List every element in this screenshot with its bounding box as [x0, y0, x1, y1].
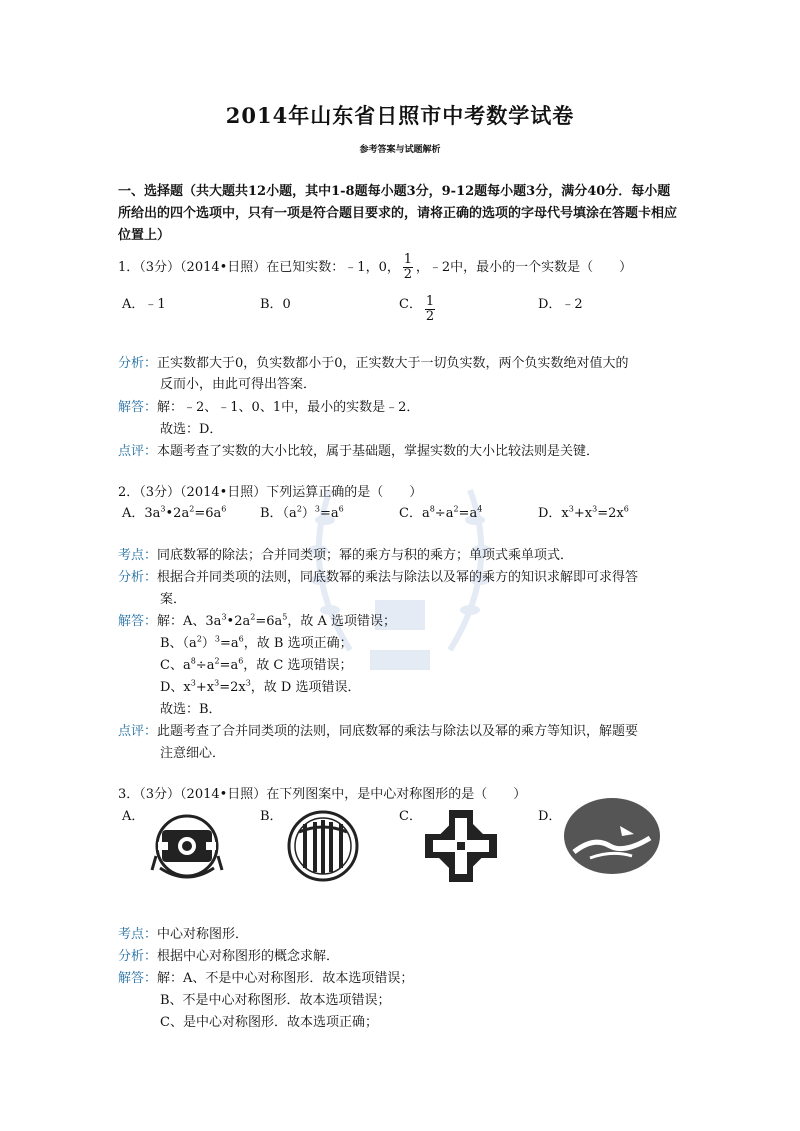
- q3-answer-line2: B、不是中心对称图形．故本选项错误；: [160, 993, 391, 1008]
- q1-frac-den: 2: [403, 267, 412, 282]
- q1-option-c-num: 1: [425, 294, 435, 309]
- page-title: 2014年山东省日照市中考数学试卷: [225, 103, 575, 128]
- analysis-label: 分析：: [118, 356, 158, 371]
- answer-label: 解答：: [118, 614, 158, 629]
- q1-answer-line1: 解：﹣2、﹣1、0、1中，最小的实数是﹣2．: [157, 400, 420, 415]
- q1-fraction: [403, 253, 413, 282]
- q2-kaodian-text: 同底数幂的除法；合并同类项；幂的乘方与积的乘方；单项式乘单项式．: [157, 548, 574, 563]
- q3-option-d: D．: [538, 809, 562, 824]
- q1-answer: [118, 396, 419, 415]
- q2-analysis-line1: 根据合并同类项的法则，同底数幂的乘法与除法以及幂的乘方的知识求解即可求得答: [157, 570, 639, 585]
- q1-answer-line2: 故选：D．: [160, 422, 223, 437]
- q2-analysis: [118, 566, 638, 585]
- q1-option-b: B．0: [260, 297, 291, 312]
- q3-analysis: [118, 945, 339, 964]
- q2-answer-end: 故选：B．: [160, 702, 222, 717]
- q2-comment-line2: 注意细心．: [160, 746, 226, 761]
- kaodian-label: 考点：: [118, 548, 158, 563]
- q1-comment: [118, 440, 599, 459]
- q3-kaodian-text: 中心对称图形．: [157, 927, 249, 942]
- q2-answer-b: B、$(a^2)^3=a^6$，故 B 选项正确；: [160, 634, 353, 651]
- q1-option-d: D．﹣2: [538, 297, 583, 312]
- q1-stem-part-b: ，﹣2中，最小的一个实数是（ ）: [415, 260, 633, 275]
- q1-option-c: [399, 293, 438, 324]
- q1-comment-text: 本题考查了实数的大小比较，属于基础题，掌握实数的大小比较法则是关键．: [157, 444, 600, 459]
- q2-option-b: B．$(a^2)^3=a^6$: [260, 504, 344, 521]
- q2-option-c: C．$a^8\div a^2=a^4$: [399, 504, 483, 521]
- q3-option-b: B．: [260, 809, 283, 824]
- q1-option-a: A．﹣1: [122, 297, 166, 312]
- q3-answer: [118, 967, 413, 986]
- q1-analysis: [118, 352, 629, 371]
- q1-stem-part-a: 1．（3分）（2014•日照）在已知实数：﹣1，0，: [118, 260, 400, 275]
- page-subtitle: 参考答案与试题解析: [359, 145, 441, 155]
- q2-answer-c: C、$a^8\div a^2=a^6$，故 C 选项错误；: [160, 656, 353, 673]
- emblem-d-icon: [560, 796, 664, 876]
- q1-option-c-label: C．: [399, 297, 422, 312]
- q2-answer-d: D、$x^3+x^3=2x^3$，故 D 选项错误．: [160, 678, 361, 695]
- answer-label: 解答：: [118, 400, 158, 415]
- analysis-label: 分析：: [118, 949, 158, 964]
- q3-answer-line1: 解：A、不是中心对称图形．故本选项错误；: [157, 971, 414, 986]
- q3-option-c: C．: [399, 809, 422, 824]
- q2-comment-line1: 此题考查了合并同类项的法则，同底数幂的乘法与除法以及幂的乘方等知识，解题要: [157, 724, 639, 739]
- answer-label: 解答：: [118, 971, 158, 986]
- q2-option-a: A．$3a^3•2a^2=6a^6$: [122, 504, 227, 521]
- kaodian-label: 考点：: [118, 927, 158, 942]
- question-3-stem: 3．（3分）（2014•日照）在下列图案中，是中心对称图形的是（ ）: [118, 787, 527, 802]
- q2-answer: 解答：解：A、$3a^3•2a^2=6a^5$，故 A 选项错误；: [118, 612, 396, 629]
- q3-kaodian: [118, 923, 248, 942]
- analysis-label: 分析：: [118, 570, 158, 585]
- q1-option-c-den: 2: [425, 309, 435, 324]
- q2-kaodian: [118, 544, 573, 563]
- comment-label: 点评：: [118, 724, 158, 739]
- q1-analysis-line1: 正实数都大于0，负实数都小于0，正实数大于一切负实数，两个负实数绝对值大的: [157, 356, 629, 371]
- q3-answer-line3: C、是中心对称图形．故本选项正确；: [160, 1015, 378, 1030]
- q3-analysis-text: 根据中心对称图形的概念求解．: [157, 949, 340, 964]
- emblem-a-icon: [148, 808, 226, 888]
- q1-analysis-line2: 反而小，由此可得出答案．: [160, 377, 317, 392]
- question-2-stem: 2．（3分）（2014•日照）下列运算正确的是（ ）: [118, 485, 423, 500]
- q1-frac-num: 1: [403, 252, 412, 267]
- q2-comment: [118, 720, 638, 739]
- q2-option-d: D．$x^3+x^3=2x^6$: [538, 504, 629, 521]
- q3-option-a: A．: [122, 809, 145, 824]
- q2-analysis-line2: 案．: [160, 592, 187, 607]
- comment-label: 点评：: [118, 444, 158, 459]
- question-1-stem: [118, 253, 632, 282]
- emblem-b-icon: [285, 808, 361, 884]
- emblem-c-icon: [422, 806, 500, 886]
- section-heading: 一、选择题（共大题共12小题，其中1-8题每小题3分，9-12题每小题3分，满分40分．每小题所给出的四个选项中，只有一项是符合题目要求的，请将正确的选项的字母代号填涂在答题卡相应位置上）: [118, 184, 678, 243]
